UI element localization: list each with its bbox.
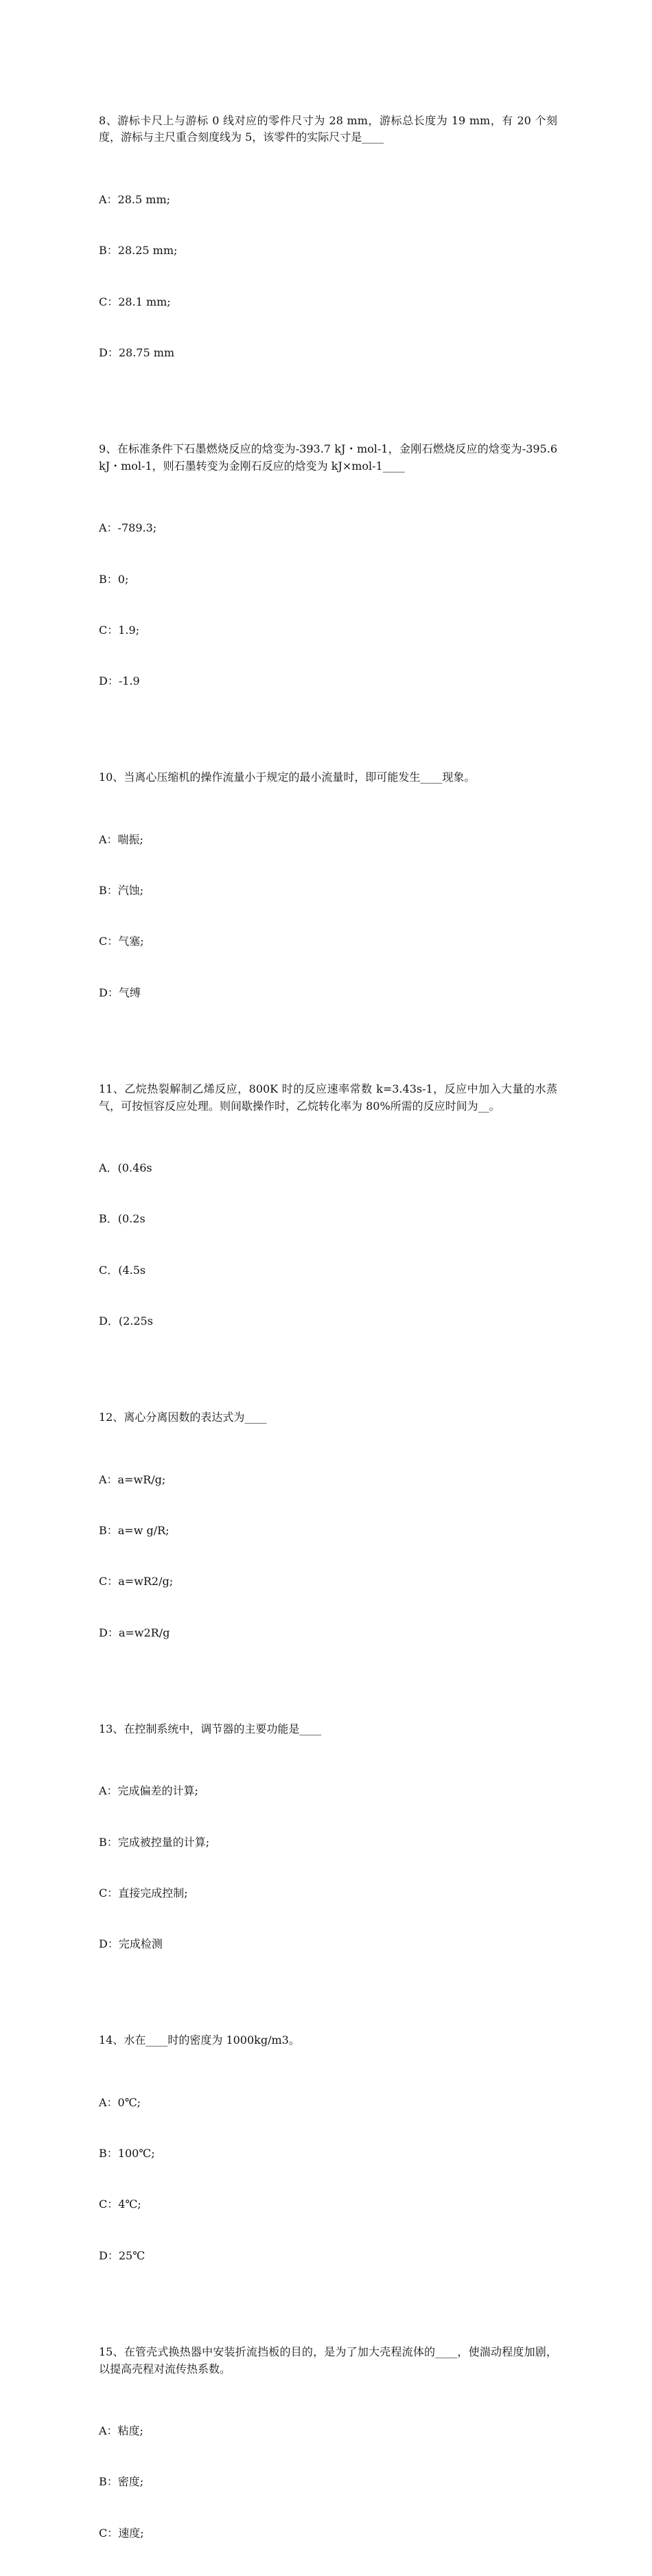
question-stem: 14、水在____时的密度为 1000kg/m3。 bbox=[99, 2033, 300, 2047]
option-b: B：100℃; bbox=[99, 2147, 155, 2161]
option-a: A：0℃; bbox=[99, 2095, 141, 2109]
option-a: A：28.5 mm; bbox=[99, 192, 171, 206]
option-b: B：完成被控量的计算; bbox=[99, 1835, 210, 1849]
question-9 bbox=[99, 396, 557, 724]
option-c: C．(4.5s bbox=[99, 1263, 146, 1277]
option-b: B：a=w g/R; bbox=[99, 1523, 170, 1537]
option-b: B：密度; bbox=[99, 2475, 144, 2489]
question-stem: 11、乙烷热裂解制乙烯反应，800K 时的反应速率常数 k=3.43s-1，反应中加入大量的水蒸气，可按恒容反应处理。则间歇操作时，乙烷转化率为 80%所需的反应时间为__。 bbox=[99, 1082, 557, 1113]
question-stem: 10、当离心压缩机的操作流量小于规定的最小流量时，即可能发生____现象。 bbox=[99, 771, 476, 784]
option-d: D：28.75 mm bbox=[99, 345, 175, 359]
question-stem: 15、在管壳式换热器中安装折流挡板的目的，是为了加大壳程流体的____，使湍动程度加剧，以提高壳程对流传热系数。 bbox=[99, 2345, 557, 2375]
question-stem: 12、离心分离因数的表达式为____ bbox=[99, 1411, 267, 1424]
option-a: A：完成偏差的计算; bbox=[99, 1784, 198, 1798]
question-list bbox=[99, 67, 557, 2576]
option-d: D：完成检测 bbox=[99, 1937, 163, 1951]
option-c: C：气塞; bbox=[99, 935, 144, 948]
option-d: D．(2.25s bbox=[99, 1314, 153, 1328]
option-b: B：0; bbox=[99, 572, 129, 586]
option-c: C：28.1 mm; bbox=[99, 295, 171, 308]
option-b: B．(0.2s bbox=[99, 1212, 145, 1226]
option-d: D：a=w2R/g bbox=[99, 1626, 170, 1639]
question-stem: 8、游标卡尺上与游标 0 线对应的零件尺寸为 28 mm，游标总长度为 19 mm，有 20 个刻度，游标与主尺重合刻度线为 5，该零件的实际尺寸是____ bbox=[99, 113, 557, 144]
option-c: C：1.9; bbox=[99, 623, 140, 637]
option-a: A：a=wR/g; bbox=[99, 1472, 166, 1486]
option-b: B：28.25 mm; bbox=[99, 244, 178, 258]
option-c: C：a=wR2/g; bbox=[99, 1575, 174, 1588]
option-a: A：喘振; bbox=[99, 832, 143, 846]
question-12 bbox=[99, 1365, 557, 1676]
question-13 bbox=[99, 1676, 557, 1987]
question-stem: 13、在控制系统中，调节器的主要功能是____ bbox=[99, 1722, 322, 1735]
question-10 bbox=[99, 725, 557, 1036]
option-d: D：25℃ bbox=[99, 2248, 145, 2262]
option-d: D：气缚 bbox=[99, 985, 141, 999]
question-14 bbox=[99, 1987, 557, 2299]
question-stem: 9、在标准条件下石墨燃烧反应的焓变为-393.7 kJ・mol-1，金刚石燃烧反应的焓变为-395.6kJ・mol-1，则石墨转变为金刚石反应的焓变为 kJ×mol-1____ bbox=[99, 442, 557, 472]
option-c: C：直接完成控制; bbox=[99, 1886, 188, 1900]
option-b: B：汽蚀; bbox=[99, 884, 144, 898]
question-8 bbox=[99, 67, 557, 396]
option-a: A：粘度; bbox=[99, 2424, 143, 2437]
option-d: D：-1.9 bbox=[99, 674, 140, 688]
option-a: A：-789.3; bbox=[99, 521, 157, 535]
option-a: A．(0.46s bbox=[99, 1161, 152, 1175]
option-c: C：速度; bbox=[99, 2526, 144, 2540]
question-11 bbox=[99, 1036, 557, 1364]
question-15 bbox=[99, 2299, 557, 2576]
option-c: C：4℃; bbox=[99, 2198, 141, 2211]
